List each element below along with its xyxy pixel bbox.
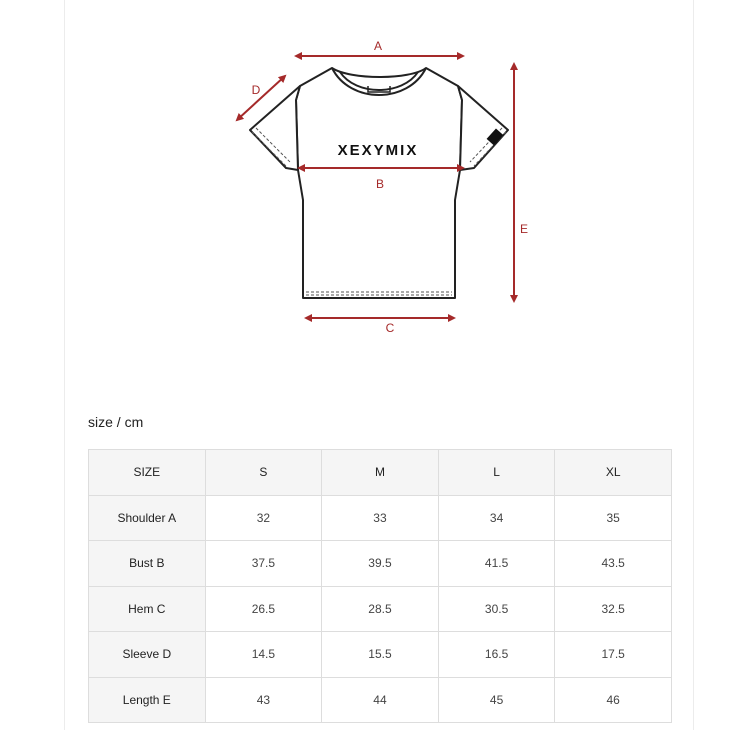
header-size: SIZE — [89, 450, 206, 496]
table-header-row — [89, 450, 672, 496]
header-s: S — [205, 450, 322, 496]
cell-value: 32.5 — [555, 586, 672, 632]
cell-value: 39.5 — [322, 541, 439, 587]
table-row — [89, 632, 672, 678]
cell-value: 45 — [438, 677, 555, 723]
row-label: Length E — [89, 677, 206, 723]
header-xl: XL — [555, 450, 672, 496]
cell-value: 43.5 — [555, 541, 672, 587]
header-m: M — [322, 450, 439, 496]
size-unit-caption: size / cm — [88, 414, 144, 430]
label-d: D — [251, 83, 261, 97]
size-chart-table — [88, 449, 672, 723]
cell-value: 30.5 — [438, 586, 555, 632]
header-l: L — [438, 450, 555, 496]
cell-value: 28.5 — [322, 586, 439, 632]
cell-value: 34 — [438, 495, 555, 541]
cell-value: 43 — [205, 677, 322, 723]
cell-value: 26.5 — [205, 586, 322, 632]
table-row — [89, 586, 672, 632]
cell-value: 41.5 — [438, 541, 555, 587]
table-row — [89, 677, 672, 723]
table-row — [89, 495, 672, 541]
cell-value: 35 — [555, 495, 672, 541]
label-e: E — [519, 222, 529, 236]
cell-value: 32 — [205, 495, 322, 541]
brand-logo: XEXYMIX — [337, 142, 419, 159]
row-label: Hem C — [89, 586, 206, 632]
cell-value: 14.5 — [205, 632, 322, 678]
cell-value: 33 — [322, 495, 439, 541]
cell-value: 15.5 — [322, 632, 439, 678]
table-row — [89, 541, 672, 587]
label-b: B — [375, 177, 385, 191]
cell-value: 16.5 — [438, 632, 555, 678]
label-c: C — [385, 321, 395, 335]
row-label: Shoulder A — [89, 495, 206, 541]
cell-value: 46 — [555, 677, 672, 723]
label-a: A — [373, 39, 383, 53]
cell-value: 37.5 — [205, 541, 322, 587]
row-label: Bust B — [89, 541, 206, 587]
row-label: Sleeve D — [89, 632, 206, 678]
cell-value: 17.5 — [555, 632, 672, 678]
cell-value: 44 — [322, 677, 439, 723]
